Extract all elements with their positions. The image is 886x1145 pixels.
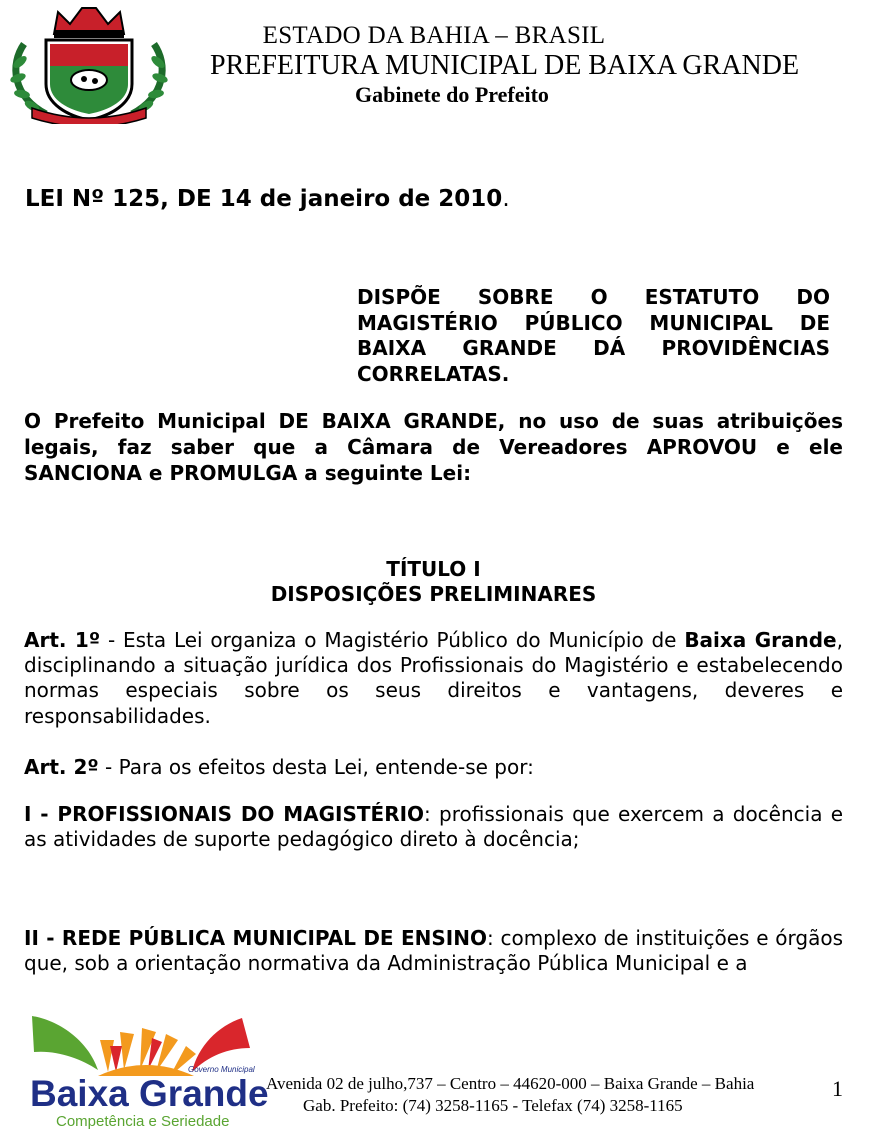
article-1: Art. 1º - Esta Lei organiza o Magistério Público do Município de Baixa Grande, disciplinando a situação jurídica dos Profissionais do Magistério e estabelecendo normas especiais sobre os seus direitos e vantagens, deveres e responsabilidades. <box>24 628 843 728</box>
article-2-label: Art. 2º <box>24 755 99 779</box>
header-office-line: Gabinete do Prefeito <box>355 82 549 107</box>
title-heading <box>24 557 843 607</box>
item-I: I - PROFISSIONAIS DO MAGISTÉRIO: profissionais que exercem a docência e as atividades de suporte pedagógico direto à docência; <box>24 802 843 852</box>
article-2: Art. 2º - Para os efeitos desta Lei, entende-se por: <box>24 755 534 779</box>
logo-slogan-text: Competência e Seriedade <box>56 1113 230 1130</box>
law-title: LEI Nº 125, DE 14 de janeiro de 2010. <box>25 186 510 212</box>
footer-phones: Gab. Prefeito: (74) 3258-1165 - Telefax (74) 3258-1165 <box>303 1096 683 1115</box>
preamble: O Prefeito Municipal DE BAIXA GRANDE, no uso de suas atribuições legais, faz saber que a Câmara de Vereadores APROVOU e ele SANCIONA e PROMULGA a seguinte Lei: <box>24 409 843 485</box>
item-I-label: I - PROFISSIONAIS DO MAGISTÉRIO <box>24 802 425 826</box>
item-II: II - REDE PÚBLICA MUNICIPAL DE ENSINO: complexo de instituições e órgãos que, sob a orientação normativa da Administração Pública Municipal e a <box>24 926 843 976</box>
law-summary: DISPÕE SOBRE O ESTATUTO DO MAGISTÉRIO PÚBLICO MUNICIPAL DE BAIXA GRANDE DÁ PROVIDÊNCIAS CORRELATAS. <box>357 285 830 386</box>
header-state-line: ESTADO DA BAHIA – BRASIL <box>262 22 606 49</box>
header-municipality-line: PREFEITURA MUNICIPAL DE BAIXA GRANDE <box>210 50 800 81</box>
page-number: 1 <box>832 1076 843 1101</box>
footer-address: Avenida 02 de julho,737 – Centro – 44620-000 – Baixa Grande – Bahia <box>266 1074 755 1093</box>
article-1-label: Art. 1º <box>24 628 101 652</box>
item-II-label: II - REDE PÚBLICA MUNICIPAL DE ENSINO <box>24 926 487 950</box>
logo-top-text: Governo Municipal <box>188 1065 255 1074</box>
baixa-grande-logo <box>28 1010 274 1132</box>
title-number: TÍTULO I <box>386 557 481 581</box>
logo-name-text: Baixa Grande <box>30 1073 269 1114</box>
title-name: DISPOSIÇÕES PRELIMINARES <box>270 582 597 606</box>
